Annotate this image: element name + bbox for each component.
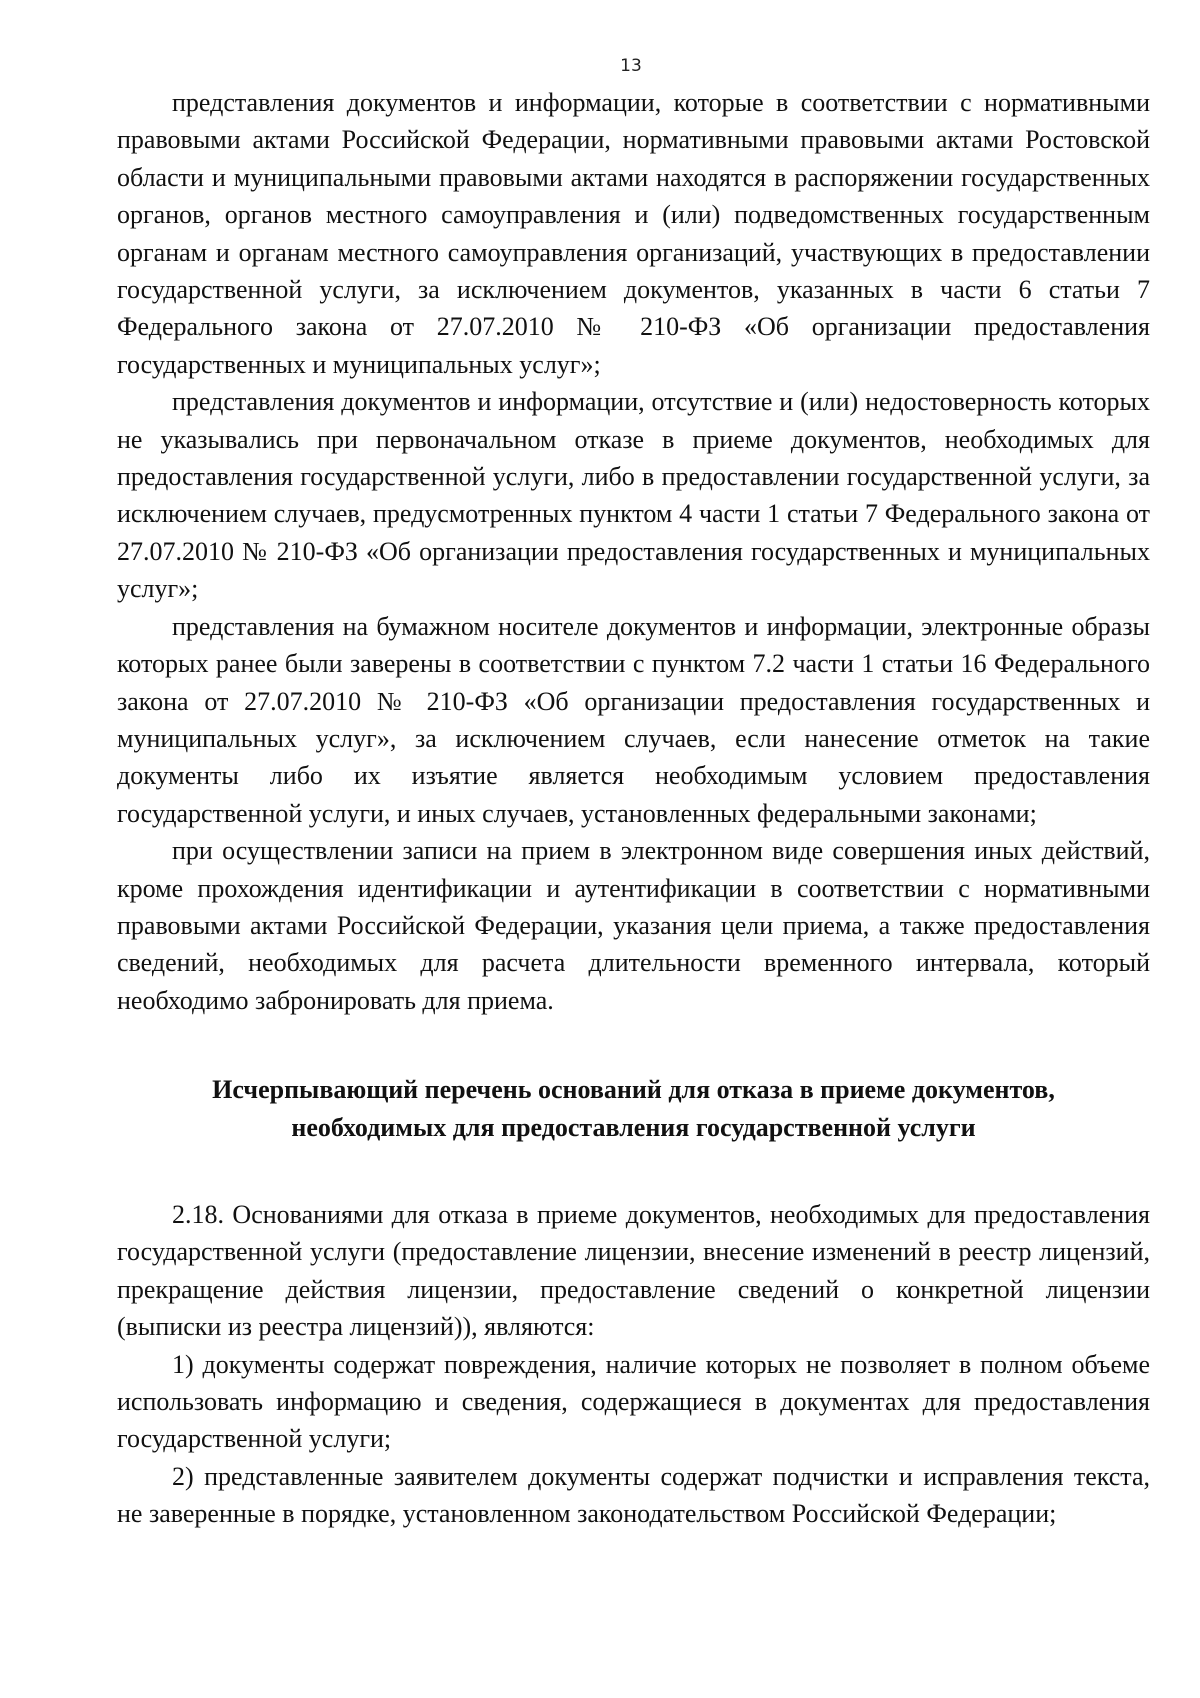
section-heading [117,1071,1150,1146]
section-heading-line: необходимых для предоставления государственной услуги [291,1112,976,1142]
paragraph: представления документов и информации, отсутствие и (или) недостоверность которых не указывались при первоначальном отказе в приеме документов, необходимых для предоставления государственной услуги, либо в предоставлении государственной услуги, за исключением случаев, предусмотренных пунктом 4 части 1 статьи 7 Федерального закона от 27.07.2010 № 210-ФЗ «Об организации предоставления государственных и муниципальных услуг»; [117,387,1150,604]
paragraph: представления документов и информации, которые в соответствии с нормативными правовыми актами Российской Федерации, нормативными правовыми актами Ростовской области и муниципальными правовыми актами находятся в распоряжении государственных органов, органов местного самоуправления и (или) подведомственных государственным органам и органам местного самоуправления организаций, участвующих в предоставлении государственной услуги, за исключением документов, указанных в части 6 статьи 7 Федерального закона от 27.07.2010 № 210-ФЗ «Об организации предоставления государственных и муниципальных услуг»; [117,88,1150,379]
list-item: 1) документы содержат повреждения, наличие которых не позволяет в полном объеме использовать информацию и сведения, содержащиеся в документах для предоставления государственной услуги; [117,1349,1150,1454]
page-number: 13 [620,56,642,76]
paragraph: представления на бумажном носителе документов и информации, электронные образы которых ранее были заверены в соответствии с пунктом 7.2 части 1 статьи 16 Федерального закона от 27.07.2010 № 210-ФЗ «Об организации предоставления государственных и муниципальных услуг», за исключением случаев, если нанесение отметок на такие документы либо их изъятие является необходимым условием предоставления государственной услуги, и иных случаев, установленных федеральными законами; [117,611,1150,828]
paragraph: при осуществлении записи на прием в электронном виде совершения иных действий, кроме прохождения идентификации и аутентификации в соответствии с нормативными правовыми актами Российской Федерации, указания цели приема, а также предоставления сведений, необходимых для расчета длительности временного интервала, который необходимо забронировать для приема. [117,836,1150,1015]
paragraph: 2.18. Основаниями для отказа в приеме документов, необходимых для предоставления государственной услуги (предоставление лицензии, внесение изменений в реестр лицензий, прекращение действия лицензии, предоставление сведений о конкретной лицензии (выписки из реестра лицензий)), являются: [117,1199,1150,1342]
list-item: 2) представленные заявителем документы содержат подчистки и исправления текста, не заверенные в порядке, установленном законодательством Российской Федерации; [117,1461,1150,1529]
section-heading-line: Исчерпывающий перечень оснований для отказа в приеме документов, [212,1075,1055,1105]
document-body [117,84,1150,1533]
